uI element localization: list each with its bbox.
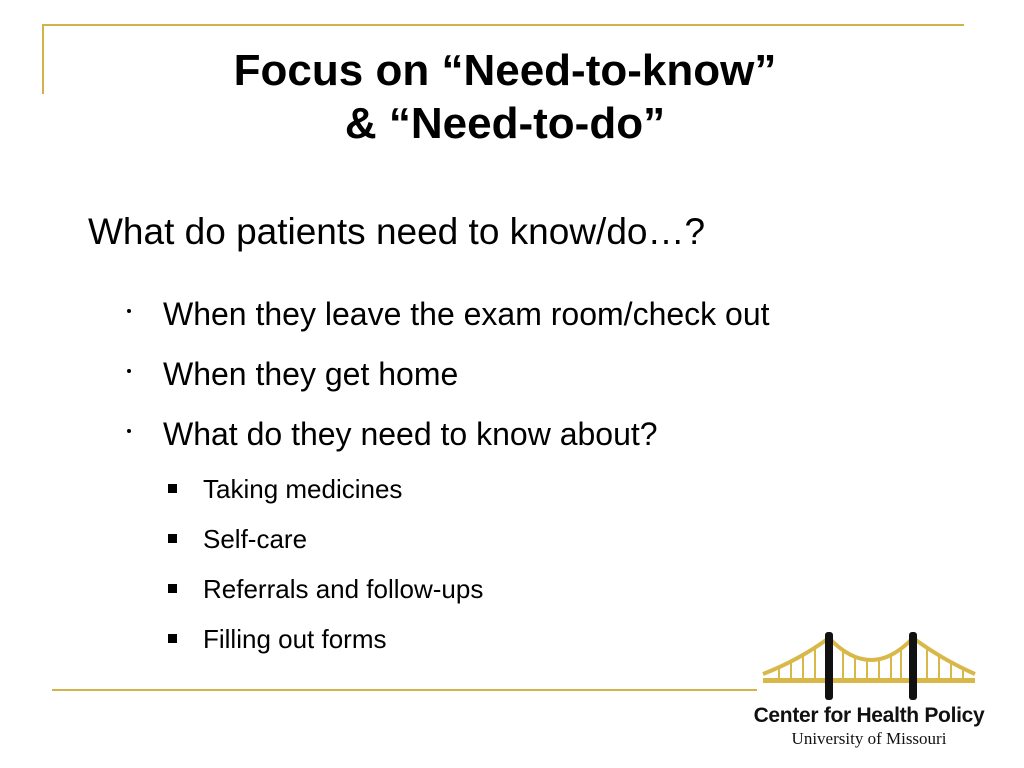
bridge-icon	[749, 630, 989, 705]
bullet-dot-icon	[127, 309, 131, 313]
square-bullet-icon	[168, 634, 177, 643]
square-bullet-icon	[168, 534, 177, 543]
slide-title	[100, 44, 910, 150]
sub-bullet-text: Self-care	[203, 524, 308, 554]
logo-university: University of Missouri	[791, 729, 947, 748]
sub-bullet-text: Taking medicines	[203, 474, 403, 504]
square-bullet-icon	[168, 484, 177, 493]
bottom-rule	[52, 689, 757, 691]
left-rule	[42, 24, 44, 94]
center-for-health-policy-logo	[749, 630, 989, 750]
logo-name: Center for Health Policy	[753, 704, 985, 727]
bullet-text: When they leave the exam room/check out	[163, 296, 770, 332]
bullet-dot-icon	[127, 429, 131, 433]
title-line-2: & “Need-to-do”	[344, 99, 666, 148]
sub-bullet-text: Filling out forms	[203, 624, 387, 654]
bullet-text: When they get home	[163, 356, 459, 392]
title-line-1: Focus on “Need-to-know”	[233, 46, 777, 95]
bullet-dot-icon	[127, 369, 131, 373]
square-bullet-icon	[168, 584, 177, 593]
sub-bullet-text: Referrals and follow-ups	[203, 574, 484, 604]
bullet-text: What do they need to know about?	[163, 416, 658, 452]
top-rule	[43, 24, 964, 26]
slide-subtitle: What do patients need to know/do…?	[88, 211, 706, 252]
